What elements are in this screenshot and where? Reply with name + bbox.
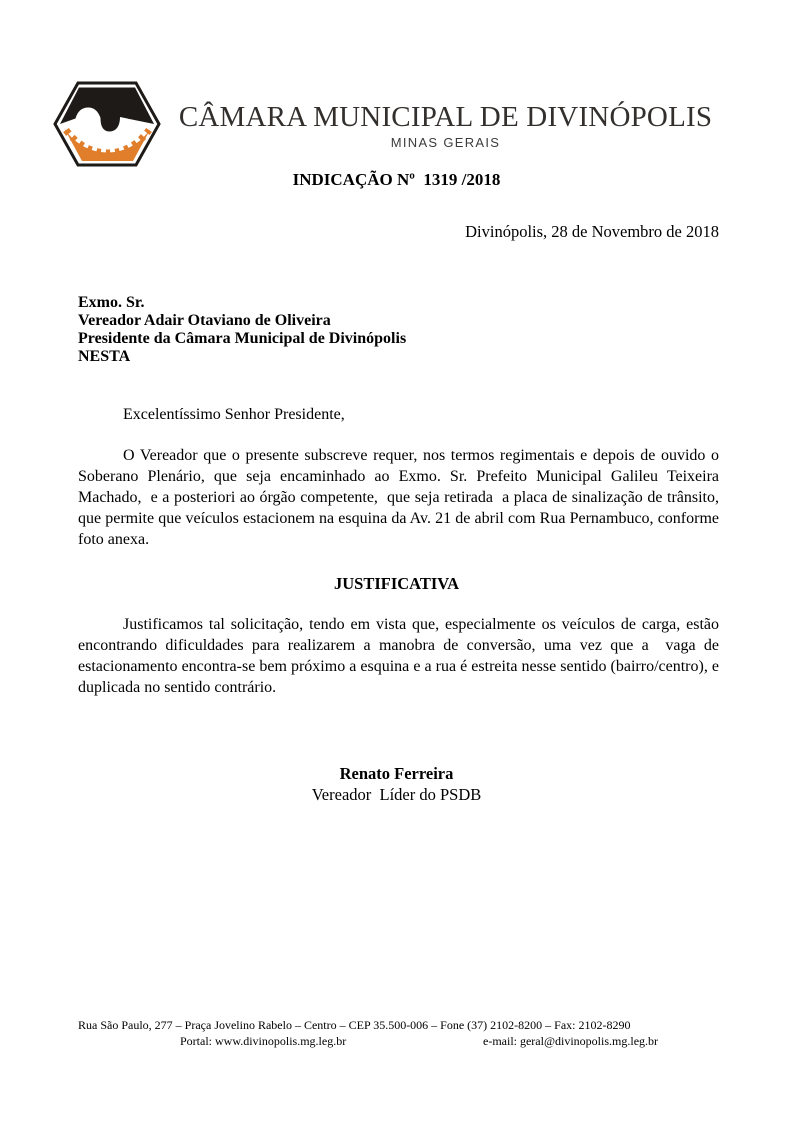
doc-number: INDICAÇÃO Nº 1319 /2018 — [292, 170, 501, 189]
footer-portal-url: Portal: www.divinopolis.mg.leg.br — [180, 1034, 347, 1048]
org-subtitle: MINAS GERAIS — [390, 135, 501, 151]
justification-heading: JUSTIFICATIVA — [333, 574, 459, 593]
signature-block — [0, 763, 793, 805]
footer-email: e-mail: geral@divinopolis.mg.leg.br — [483, 1034, 659, 1048]
page-footer — [0, 1018, 793, 1052]
request-paragraph: O Vereador que o presente subscreve requer, nos termos regimentais e depois de ouvido o Soberano Plenário, que seja encaminhado ao Exmo. Sr. Prefeito Municipal Galileu Teixeira Machado, e a posteriori ao órgão competente, que seja retirada a placa de sinalização de trânsito, que permite que veículos estacionem na esquina da Av. 21 de abril com Rua Pernambuco, conforme foto anexa. — [78, 447, 719, 548]
signature-name: Renato Ferreira — [339, 764, 454, 783]
letterhead-text — [168, 80, 723, 150]
camara-divinopolis-logo-icon — [52, 80, 162, 168]
justification-paragraph: Justificamos tal solicitação, tendo em vista que, especialmente os veículos de carga, estão encontrando dificuldades para realizarem a manobra de conversão, uma vez que a vaga de estacionamento encontra-se bem próximo a esquina e a rua é estreita nesse sentido (bairro/centro), e duplicada no sentido contrário. — [78, 616, 719, 696]
letterhead — [0, 0, 793, 168]
signature-title: Vereador Líder do PSDB — [311, 785, 482, 804]
recipient-line-role: Presidente da Câmara Municipal de Divinópolis — [78, 330, 407, 347]
recipient-block — [78, 294, 719, 366]
recipient-line-name: Vereador Adair Otaviano de Oliveira — [78, 312, 331, 329]
date-line: Divinópolis, 28 de Novembro de 2018 — [465, 222, 719, 241]
salutation: Excelentíssimo Senhor Presidente, — [123, 406, 345, 423]
recipient-line-city: NESTA — [78, 348, 131, 365]
org-title: CÂMARA MUNICIPAL DE DIVINÓPOLIS — [178, 101, 713, 133]
recipient-line-salutation: Exmo. Sr. — [78, 294, 145, 311]
footer-address: Rua São Paulo, 277 – Praça Jovelino Rabelo – Centro – CEP 35.500-006 – Fone (37) 2102-8200 – Fax: 2102-8290 — [78, 1018, 631, 1032]
